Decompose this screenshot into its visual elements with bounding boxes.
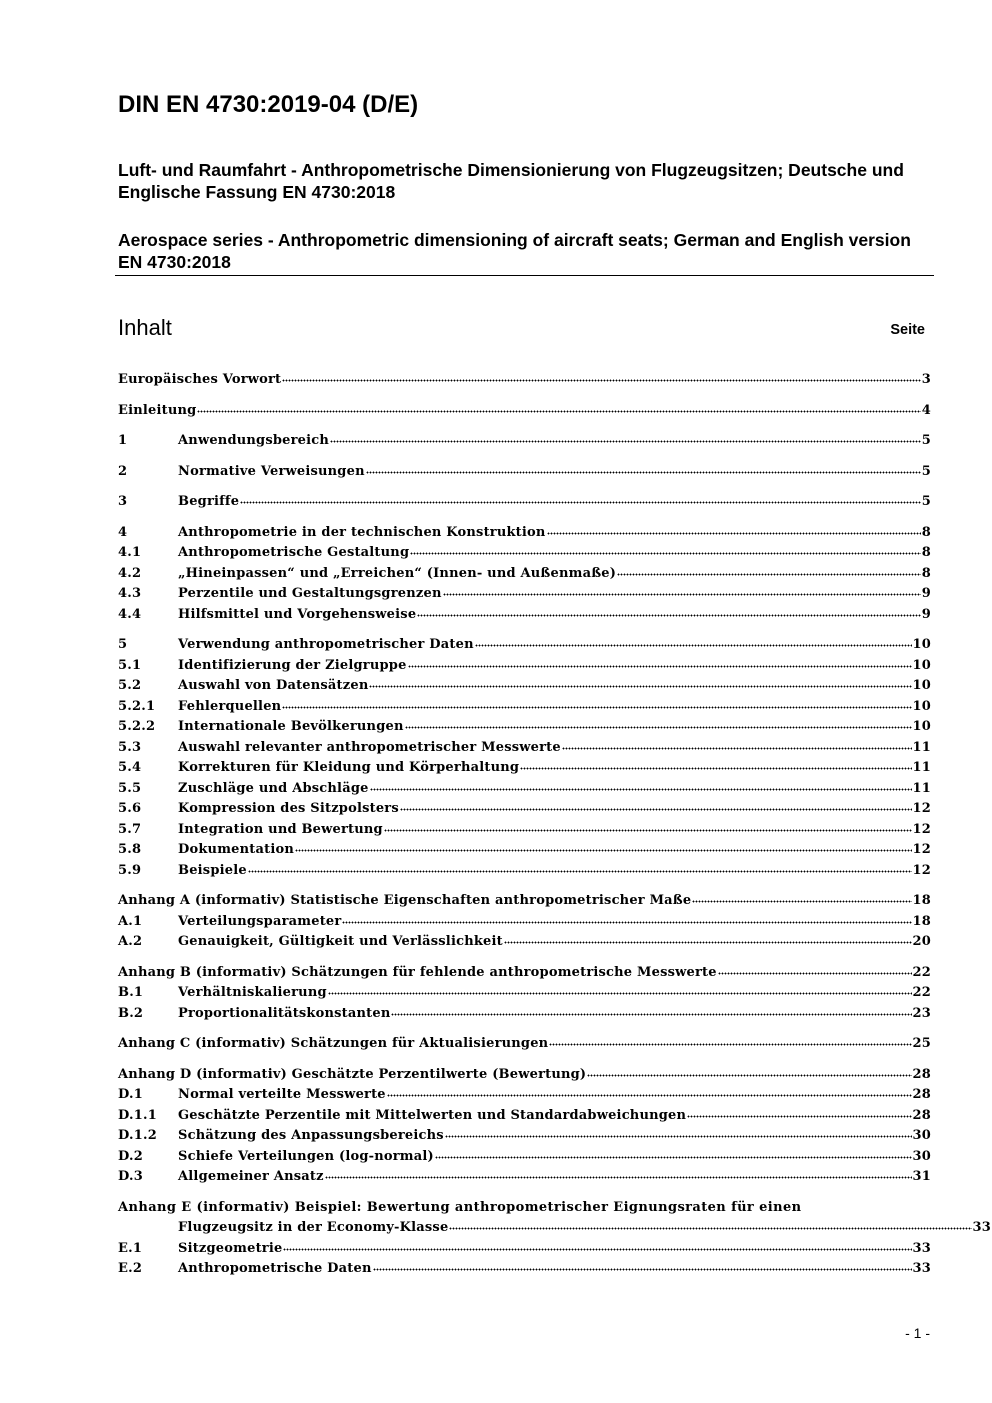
- toc-entry-page: 33: [912, 1261, 931, 1276]
- toc-entry-number: 5.6: [118, 801, 142, 816]
- toc-entry-title: Perzentile und Gestaltungsgrenzen: [178, 586, 442, 601]
- toc-entry-title: Fehlerquellen: [178, 698, 282, 714]
- toc-dot-leader: [475, 636, 912, 648]
- toc-entry[interactable]: [118, 779, 931, 799]
- toc-entry-title: Identifizierung der Zielgruppe: [178, 657, 407, 673]
- toc-entry-title: Schätzung des Anpassungsbereichs: [178, 1128, 444, 1143]
- toc-entry-title: Begriffe: [178, 494, 240, 509]
- toc-entry-page: 8: [921, 545, 931, 560]
- toc-entry-page: 28: [912, 1107, 931, 1123]
- toc-entry-title: Anhang E (informativ) Beispiel: Bewertung anthropometrischer Eignungsraten für einen: [118, 1199, 802, 1215]
- toc-dot-leader: [295, 841, 912, 853]
- toc-entry[interactable]: [118, 963, 931, 983]
- toc-entry-title: Integration und Bewertung: [178, 821, 383, 837]
- toc-entry-page: 10: [912, 657, 931, 673]
- toc-entry-number: A.2: [118, 934, 143, 949]
- toc-entry-page: 8: [921, 565, 931, 581]
- toc-entry-title: Internationale Bevölkerungen: [178, 719, 404, 734]
- toc-dot-leader: [445, 1127, 912, 1139]
- title-divider: [115, 275, 934, 276]
- toc-entry[interactable]: [118, 840, 931, 860]
- toc-entry-page: 3: [921, 372, 931, 387]
- toc-entry-number: 5.2.1: [118, 698, 156, 714]
- toc-entry[interactable]: [118, 1004, 931, 1024]
- toc-dot-leader: [617, 565, 921, 577]
- toc-entry-title: Allgemeiner Ansatz: [178, 1169, 324, 1184]
- toc-dot-leader: [417, 606, 920, 618]
- toc-entry-title: Flugzeugsitz in der Economy-Klasse: [178, 1220, 449, 1235]
- toc-entry-number: 1: [118, 433, 128, 448]
- toc-entry-number: D.1.2: [118, 1128, 157, 1143]
- toc-entry-page: 28: [912, 1087, 931, 1102]
- toc-entry-page: 18: [912, 893, 931, 908]
- toc-entry[interactable]: [118, 676, 931, 696]
- toc-entry-title: Proportionalitätskonstanten: [178, 1005, 391, 1021]
- toc-entry-title: Europäisches Vorwort: [118, 372, 282, 387]
- toc-entry-page: 10: [912, 637, 931, 652]
- toc-dot-leader: [549, 1035, 911, 1047]
- toc-entry-number: 5.8: [118, 842, 142, 857]
- toc-entry[interactable]: [118, 932, 931, 952]
- toc-entry-number: D.1.1: [118, 1107, 157, 1123]
- toc-entry-number: B.1: [118, 985, 144, 1000]
- toc-entry-page: 10: [912, 698, 931, 714]
- toc-entry-number: 4.1: [118, 545, 142, 560]
- toc-entry-number: 5: [118, 637, 128, 652]
- toc-entry[interactable]: [118, 1034, 931, 1054]
- toc-entry-title: „Hineinpassen“ und „Erreichen“ (Innen- und Außenmaße): [178, 565, 617, 581]
- toc-entry-page: 10: [912, 678, 931, 693]
- toc-entry-number: 5.3: [118, 739, 142, 755]
- toc-entry-page: 25: [912, 1036, 931, 1051]
- toc-dot-leader: [373, 1260, 912, 1272]
- page-column-label: Seite: [890, 322, 925, 338]
- toc-entry-title: Kompression des Sitzpolsters: [178, 801, 399, 816]
- toc-entry-page: 5: [921, 463, 931, 479]
- toc-entry-page: 12: [912, 821, 931, 837]
- toc-dot-leader: [370, 780, 912, 792]
- toc-entry-title: Verwendung anthropometrischer Daten: [178, 637, 474, 652]
- toc-entry-title: Genauigkeit, Gültigkeit und Verlässlichkeit: [178, 934, 503, 949]
- toc-dot-leader: [325, 1168, 912, 1180]
- toc-entry-title: Anhang D (informativ) Geschätzte Perzentilwerte (Bewertung): [118, 1066, 587, 1082]
- toc-entry-page: 5: [921, 494, 931, 509]
- toc-entry-number: B.2: [118, 1005, 144, 1021]
- toc-entry-title: Sitzgeometrie: [178, 1240, 283, 1256]
- toc-entry-page: 20: [912, 934, 931, 949]
- toc-entry-page: 8: [921, 524, 931, 540]
- toc-entry-title: Hilfsmittel und Vorgehensweise: [178, 606, 417, 622]
- toc-entry-page: 9: [921, 586, 931, 601]
- toc-entry[interactable]: [118, 523, 931, 543]
- toc-dot-leader: [692, 892, 911, 904]
- toc-dot-leader: [240, 493, 921, 505]
- toc-entry-number: 4.2: [118, 565, 142, 581]
- toc-dot-leader: [369, 677, 911, 689]
- toc-dot-leader: [283, 1240, 911, 1252]
- toc-dot-leader: [718, 964, 912, 976]
- toc-entry-title: Anthropometrische Daten: [178, 1261, 372, 1276]
- toc-dot-leader: [504, 933, 912, 945]
- toc-entry[interactable]: [118, 584, 931, 604]
- toc-entry-number: 3: [118, 494, 128, 509]
- toc-entry-page: 30: [912, 1128, 931, 1143]
- toc-entry[interactable]: [118, 656, 931, 676]
- toc-entry[interactable]: [118, 1198, 931, 1218]
- toc-entry-title: Normal verteilte Messwerte: [178, 1087, 386, 1102]
- toc-entry[interactable]: [118, 820, 931, 840]
- toc-entry[interactable]: [118, 758, 931, 778]
- toc-entry-title: Beispiele: [178, 862, 247, 878]
- toc-entry-title: Korrekturen für Kleidung und Körperhaltung: [178, 760, 520, 775]
- toc-entry-page: 23: [912, 1005, 931, 1021]
- toc-entry-number: D.3: [118, 1169, 143, 1184]
- toc-entry[interactable]: [118, 635, 931, 655]
- toc-entry[interactable]: [118, 1085, 931, 1105]
- toc-entry-page: 9: [921, 606, 931, 622]
- toc-entry-page: 31: [912, 1169, 931, 1184]
- toc-entry[interactable]: [118, 738, 931, 758]
- toc-entry-page: 4: [921, 402, 931, 418]
- toc-entry[interactable]: [118, 605, 931, 625]
- toc-dot-leader: [282, 371, 920, 383]
- toc-entry-page: 28: [912, 1066, 931, 1082]
- toc-entry-number: 4.4: [118, 606, 142, 622]
- toc-entry-title: Zuschläge und Abschläge: [178, 780, 369, 796]
- toc-entry-number: D.1: [118, 1087, 143, 1102]
- toc-entry-page: 18: [912, 913, 931, 929]
- toc-entry[interactable]: [118, 983, 931, 1003]
- toc-entry[interactable]: [118, 912, 931, 932]
- toc-entry-title: Anhang B (informativ) Schätzungen für fehlende anthropometrische Messwerte: [118, 964, 717, 980]
- subtitle-english: Aerospace series - Anthropometric dimensioning of aircraft seats; German and English version EN 4730:2018: [118, 230, 911, 272]
- toc-dot-leader: [405, 718, 912, 730]
- toc-dot-leader: [197, 402, 920, 414]
- toc-entry[interactable]: [118, 717, 931, 737]
- toc-entry-title: Schiefe Verteilungen (log-normal): [178, 1148, 434, 1164]
- toc-entry[interactable]: [118, 564, 931, 584]
- toc-entry-title: Anthropometrie in der technischen Konstruktion: [178, 524, 546, 540]
- toc-entry[interactable]: [118, 861, 931, 881]
- toc-entry-page: 12: [912, 801, 931, 816]
- toc-dot-leader: [587, 1066, 911, 1078]
- toc-entry-page: 11: [912, 739, 931, 755]
- toc-entry-page: 33: [972, 1220, 991, 1235]
- toc-entry[interactable]: [118, 1259, 931, 1279]
- toc-entry-page: 33: [912, 1240, 931, 1256]
- toc-entry[interactable]: [118, 1147, 931, 1167]
- toc-entry-title: Anwendungsbereich: [178, 433, 330, 448]
- toc-entry-number: 5.4: [118, 760, 142, 775]
- toc-dot-leader: [330, 432, 921, 444]
- toc-entry-number: 2: [118, 463, 128, 479]
- toc-entry-title: Verhältniskalierung: [178, 985, 327, 1000]
- toc-entry-title: Anhang A (informativ) Statistische Eigenschaften anthropometrischer Maße: [118, 893, 692, 908]
- toc-entry-number: 5.9: [118, 862, 142, 878]
- toc-dot-leader: [391, 1005, 911, 1017]
- toc-dot-leader: [449, 1219, 971, 1231]
- toc-entry[interactable]: [118, 492, 931, 512]
- toc-dot-leader: [366, 463, 921, 475]
- toc-entry-page: 11: [912, 780, 931, 796]
- toc-dot-leader: [687, 1107, 911, 1119]
- toc-entry[interactable]: [118, 1106, 931, 1126]
- toc-entry-page: 12: [912, 842, 931, 857]
- toc-entry[interactable]: [118, 891, 931, 911]
- toc-entry[interactable]: [118, 370, 931, 390]
- toc-dot-leader: [443, 585, 921, 597]
- toc-entry-title: Auswahl von Datensätzen: [178, 678, 369, 693]
- toc-entry[interactable]: [118, 462, 931, 482]
- toc-entry-page: 30: [912, 1148, 931, 1164]
- toc-entry-number: 4.3: [118, 586, 142, 601]
- subtitle-german: Luft- und Raumfahrt - Anthropometrische Dimensionierung von Flugzeugsitzen; Deutsche und Englische Fassung EN 4730:2018: [118, 160, 904, 202]
- toc-entry-page: 12: [912, 862, 931, 878]
- toc-entry[interactable]: [118, 543, 931, 563]
- toc-entry[interactable]: [118, 431, 931, 451]
- document-title: DIN EN 4730:2019-04 (D/E): [118, 91, 419, 118]
- toc-entry-number: E.1: [118, 1240, 143, 1256]
- toc-dot-leader: [387, 1086, 912, 1098]
- toc-entry-number: 5.7: [118, 821, 142, 837]
- toc-entry-page: 10: [912, 719, 931, 734]
- page-number: - 1 -: [905, 1325, 930, 1341]
- toc-entry-title: Auswahl relevanter anthropometrischer Messwerte: [178, 739, 561, 755]
- toc-entry-number: D.2: [118, 1148, 143, 1164]
- toc-entry[interactable]: [118, 1239, 931, 1259]
- toc-entry-page: 22: [912, 985, 931, 1000]
- toc-entry-page: 11: [912, 760, 931, 775]
- toc-dot-leader: [400, 800, 912, 812]
- toc-dot-leader: [562, 739, 912, 751]
- toc-entry-number: A.1: [118, 913, 143, 929]
- toc-entry-number: E.2: [118, 1261, 143, 1276]
- toc-dot-leader: [520, 759, 911, 771]
- toc-heading: Inhalt: [118, 315, 172, 340]
- toc-dot-leader: [410, 544, 921, 556]
- toc-entry[interactable]: [118, 1167, 931, 1187]
- toc-entry[interactable]: [118, 1218, 991, 1238]
- toc-entry-number: 5.2.2: [118, 719, 156, 734]
- toc-dot-leader: [435, 1148, 912, 1160]
- toc-dot-leader: [282, 698, 911, 710]
- toc-entry-title: Dokumentation: [178, 842, 294, 857]
- toc-dot-leader: [384, 821, 912, 833]
- toc-dot-leader: [342, 913, 911, 925]
- toc-entry-page: 5: [921, 433, 931, 448]
- toc-entry-number: 4: [118, 524, 128, 540]
- toc-dot-leader: [328, 984, 912, 996]
- toc-entry[interactable]: [118, 697, 931, 717]
- toc-entry-number: 5.2: [118, 678, 142, 693]
- toc-entry[interactable]: [118, 1126, 931, 1146]
- toc-entry-number: 5.1: [118, 657, 142, 673]
- toc-entry-title: Anthropometrische Gestaltung: [178, 545, 410, 560]
- toc-entry-title: Einleitung: [118, 402, 197, 418]
- toc-entry-number: 5.5: [118, 780, 142, 796]
- toc-entry[interactable]: [118, 1065, 931, 1085]
- toc-dot-leader: [547, 524, 921, 536]
- toc-entry-title: Normative Verweisungen: [178, 463, 365, 479]
- toc-entry[interactable]: [118, 401, 931, 421]
- toc-entry-title: Geschätzte Perzentile mit Mittelwerten und Standardabweichungen: [178, 1107, 687, 1123]
- toc-entry-title: Anhang C (informativ) Schätzungen für Aktualisierungen: [118, 1036, 549, 1051]
- toc-dot-leader: [248, 862, 912, 874]
- toc-dot-leader: [408, 657, 912, 669]
- toc-entry[interactable]: [118, 799, 931, 819]
- toc-entry-title: Verteilungsparameter: [178, 913, 342, 929]
- toc-entry-page: 22: [912, 964, 931, 980]
